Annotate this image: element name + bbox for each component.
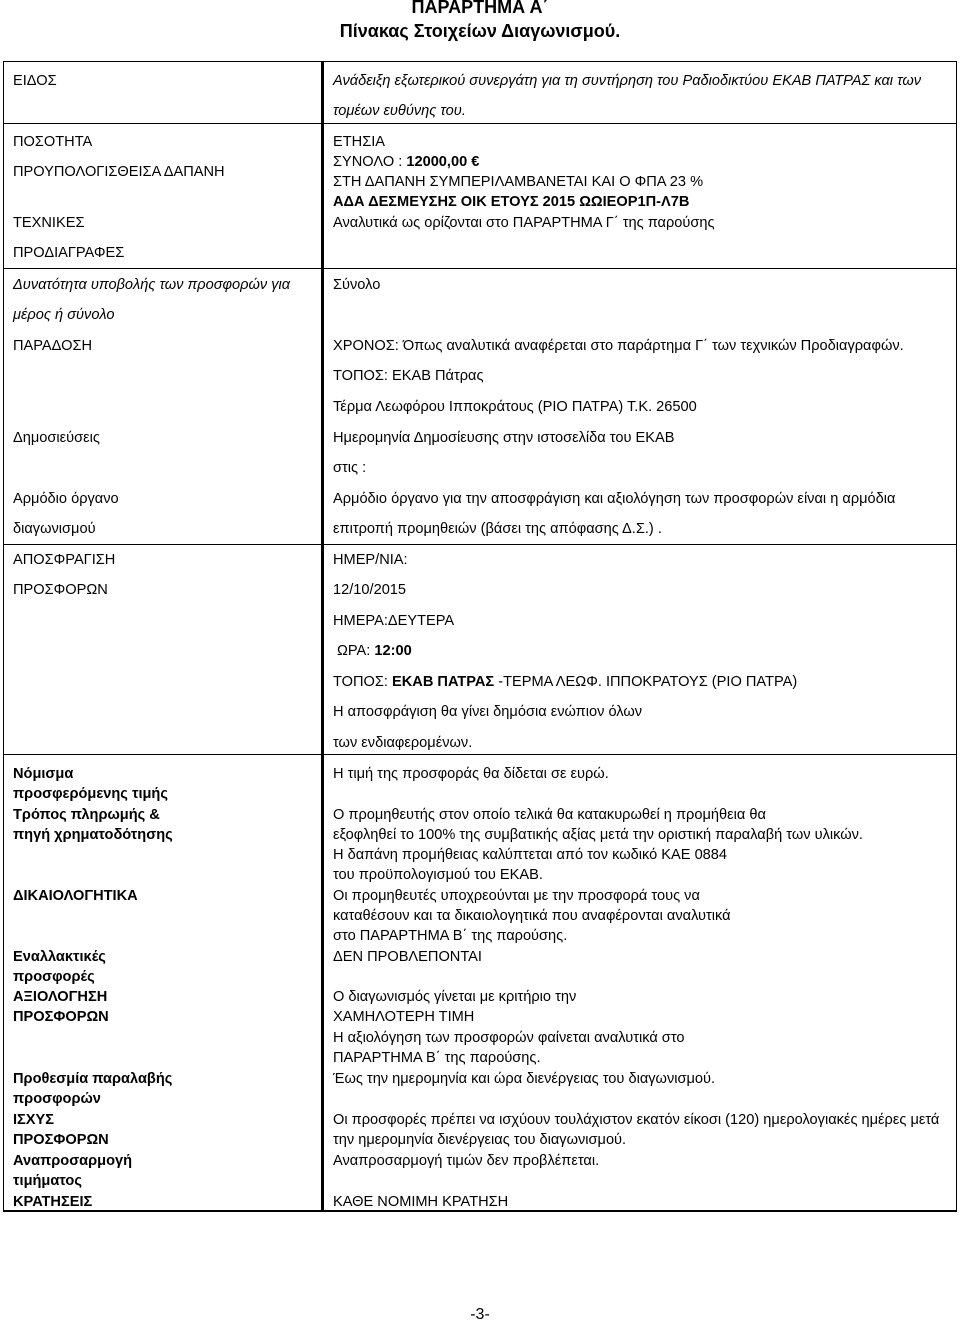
value-imer-nia: ΗΜΕΡ/ΝΙΑ: xyxy=(333,552,408,568)
label-eidos: ΕΙΔΟΣ xyxy=(13,73,57,89)
label-posotita: ΠΟΣΟΤΗΤΑ xyxy=(13,134,93,150)
value-topos: ΤΟΠΟΣ: ΕΚΑΒ Πάτρας xyxy=(333,368,484,384)
value-ischys-2: την ημερομηνία διενέργειας του διαγωνισμού. xyxy=(333,1132,627,1148)
label-anaprosarmogi-2: τιμήματος xyxy=(13,1173,82,1189)
value-terma: Τέρμα Λεωφόρου Ιπποκράτους (ΡΙΟ ΠΑΤΡΑ) Τ.Κ. 26500 xyxy=(333,399,697,415)
page-number: -3- xyxy=(470,1306,490,1323)
value-dikaiologitika-2: καταθέσουν και τα δικαιολογητικά που αναφέρονται αναλυτικά xyxy=(333,908,731,924)
value-topos2-rest: -ΤΕΡΜΑ ΛΕΩΦ. ΙΠΠΟΚΡΑΤΟΥΣ (ΡΙΟ ΠΑΤΡΑ) xyxy=(494,674,798,690)
column-divider xyxy=(321,61,324,1212)
value-kratiseis: ΚΑΘΕ ΝΟΜΙΜΗ ΚΡΑΤΗΣΗ xyxy=(333,1194,509,1210)
row-divider xyxy=(3,544,957,545)
value-axiologisi-3: Η αξιολόγηση των προσφορών φαίνεται αναλυτικά στο xyxy=(333,1030,685,1046)
value-timi-evro: Η τιμή της προσφοράς θα δίδεται σε ευρώ. xyxy=(333,766,609,782)
label-kratiseis: ΚΡΑΤΗΣΕΙΣ xyxy=(13,1194,93,1210)
value-topos2-prefix: ΤΟΠΟΣ: xyxy=(333,674,393,690)
value-den-provlepontai: ΔΕΝ ΠΡΟΒΛΕΠΟΝΤΑΙ xyxy=(333,949,482,965)
value-synolo-line xyxy=(333,153,479,171)
label-armodio-2: διαγωνισμού xyxy=(13,521,96,537)
label-paradosi: ΠΑΡΑΔΟΣΗ xyxy=(13,338,93,354)
value-imerominia-dimosieusis: Ημερομηνία Δημοσίευσης στην ιστοσελίδα του ΕΚΑΒ xyxy=(333,430,675,446)
value-etisia: ΕΤΗΣΙΑ xyxy=(333,134,385,150)
value-topos2-line xyxy=(333,673,797,691)
value-aposfragisi-dimosia-2: των ενδιαφερομένων. xyxy=(333,735,473,751)
label-ischys-1: ΙΣΧΥΣ xyxy=(13,1112,55,1128)
label-dynatotita-1: Δυνατότητα υποβολής των προσφορών για xyxy=(13,277,291,293)
value-ada: ΑΔΑ ΔΕΣΜΕΥΣΗΣ ΟΙΚ ΕΤΟΥΣ 2015 ΩΩΙΕΟΡ1Π-Λ7Β xyxy=(333,194,690,210)
value-fpa: ΣΤΗ ΔΑΠΑΝΗ ΣΥΜΠΕΡΙΛΑΜΒΑΝΕΤΑΙ ΚΑΙ Ο ΦΠΑ 23 % xyxy=(333,174,704,190)
label-dynatotita-2: μέρος ή σύνολο xyxy=(13,307,115,323)
label-dimosieuseis: Δημοσιεύσεις xyxy=(13,430,100,446)
row-divider xyxy=(3,268,957,269)
label-dikaiologitika: ΔΙΚΑΙΟΛΟΓΗΤΙΚΑ xyxy=(13,888,138,904)
value-synolo-amount: 12000,00 xyxy=(406,154,468,170)
value-pliromi-3: Η δαπάνη προμήθειας καλύπτεται από τον κωδικό ΚΑΕ 0884 xyxy=(333,847,728,863)
value-synolo: Σύνολο xyxy=(333,277,381,293)
value-xronos: ΧΡΟΝΟΣ: Όπως αναλυτικά αναφέρεται στο παράρτημα Γ΄ των τεχνικών Προδιαγραφών. xyxy=(333,338,904,354)
value-ora: 12:00 xyxy=(374,643,412,659)
label-armodio-1: Αρμόδιο όργανο xyxy=(13,491,119,507)
row-divider xyxy=(3,754,957,755)
value-date: 12/10/2015 xyxy=(333,582,407,598)
annex-subtitle: Πίνακας Στοιχείων Διαγωνισμού. xyxy=(339,21,621,41)
value-armodio-1: Αρμόδιο όργανο για την αποσφράγιση και αξιολόγηση των προσφορών είναι η αρμόδια xyxy=(333,491,896,507)
label-nomisma-1: Νόμισμα xyxy=(13,766,74,782)
label-axiologisi-1: ΑΞΙΟΛΟΓΗΣΗ xyxy=(13,989,108,1005)
label-enallaktikes-1: Εναλλακτικές xyxy=(13,949,106,965)
value-pliromi-1: Ο προμηθευτής στον οποίο τελικά θα κατακυρωθεί η προμήθεια θα xyxy=(333,807,766,823)
annex-title: ΠΑΡΑΡΤΗΜΑ Α΄ xyxy=(411,0,549,17)
value-prothesmia: Έως την ημερομηνία και ώρα διενέργειας του διαγωνισμού. xyxy=(333,1071,716,1087)
row-divider xyxy=(3,123,957,124)
label-tropos-1: Τρόπος πληρωμής & xyxy=(13,807,160,823)
label-prothesmia-2: προσφορών xyxy=(13,1091,101,1107)
value-stis: στις : xyxy=(333,460,367,476)
value-axiologisi-2: ΧΑΜΗΛΟΤΕΡΗ ΤΙΜΗ xyxy=(333,1009,475,1025)
label-proypologistheisa-dapani: ΠΡΟΥΠΟΛΟΓΙΣΘΕΙΣΑ ΔΑΠΑΝΗ xyxy=(13,164,225,180)
value-analytika: Αναλυτικά ως ορίζονται στο ΠΑΡΑΡΤΗΜΑ Γ΄ της παρούσης xyxy=(333,215,715,231)
value-ora-line xyxy=(337,642,412,660)
value-topos2-bold: ΕΚΑΒ ΠΑΤΡΑΣ xyxy=(392,674,495,690)
euro-symbol: € xyxy=(471,154,480,170)
label-prodiagrafes: ΠΡΟΔΙΑΓΡΑΦΕΣ xyxy=(13,245,125,261)
label-nomisma-2: προσφερόμενης τιμής xyxy=(13,786,168,802)
label-prothesmia-1: Προθεσμία παραλαβής xyxy=(13,1071,173,1087)
label-tropos-2: πηγή χρηματοδότησης xyxy=(13,827,173,843)
value-eidos-2: τομέων ευθύνης του. xyxy=(333,103,466,119)
label-ischys-2: ΠΡΟΣΦΟΡΩΝ xyxy=(13,1132,109,1148)
label-texnikes: ΤΕΧΝΙΚΕΣ xyxy=(13,215,85,231)
value-synolo-prefix: ΣΥΝΟΛΟ : xyxy=(333,154,407,170)
label-prosforon: ΠΡΟΣΦΟΡΩΝ xyxy=(13,582,108,598)
value-armodio-2: επιτροπή προμηθειών (βάσει της απόφασης Δ.Σ.) . xyxy=(333,521,662,537)
value-ora-prefix: ΩΡΑ: xyxy=(337,643,375,659)
value-ischys-1: Οι προσφορές πρέπει να ισχύουν τουλάχιστον εκατόν είκοσι (120) ημερολογιακές ημέρες μετά xyxy=(333,1112,940,1128)
value-aposfragisi-dimosia-1: Η αποσφράγιση θα γίνει δημόσια ενώπιον όλων xyxy=(333,704,643,720)
value-anaprosarmogi: Αναπροσαρμογή τιμών δεν προβλέπεται. xyxy=(333,1153,600,1169)
label-anaprosarmogi-1: Αναπροσαρμογή xyxy=(13,1153,133,1169)
value-dikaiologitika-3: στο ΠΑΡΑΡΤΗΜΑ Β΄ της παρούσης. xyxy=(333,928,568,944)
value-pliromi-4: του προϋπολογισμού του ΕΚΑΒ. xyxy=(333,867,543,883)
value-axiologisi-4: ΠΑΡΑΡΤΗΜΑ Β΄ της παρούσης. xyxy=(333,1050,541,1066)
value-axiologisi-1: Ο διαγωνισμός γίνεται με κριτήριο την xyxy=(333,989,577,1005)
label-axiologisi-2: ΠΡΟΣΦΟΡΩΝ xyxy=(13,1009,109,1025)
value-eidos-1: Ανάδειξη εξωτερικού συνεργάτη για τη συντήρηση του Ραδιοδικτύου ΕΚΑΒ ΠΑΤΡΑΣ και των xyxy=(333,73,921,89)
value-imera: ΗΜΕΡΑ:ΔΕΥΤΕΡΑ xyxy=(333,613,455,629)
label-aposfragisi: ΑΠΟΣΦΡΑΓΙΣΗ xyxy=(13,552,116,568)
value-pliromi-2: εξοφληθεί το 100% της συμβατικής αξίας μετά την οριστική παραλαβή των υλικών. xyxy=(333,827,863,843)
label-enallaktikes-2: προσφορές xyxy=(13,969,95,985)
value-dikaiologitika-1: Οι προμηθευτές υποχρεούνται με την προσφορά τους να xyxy=(333,888,700,904)
